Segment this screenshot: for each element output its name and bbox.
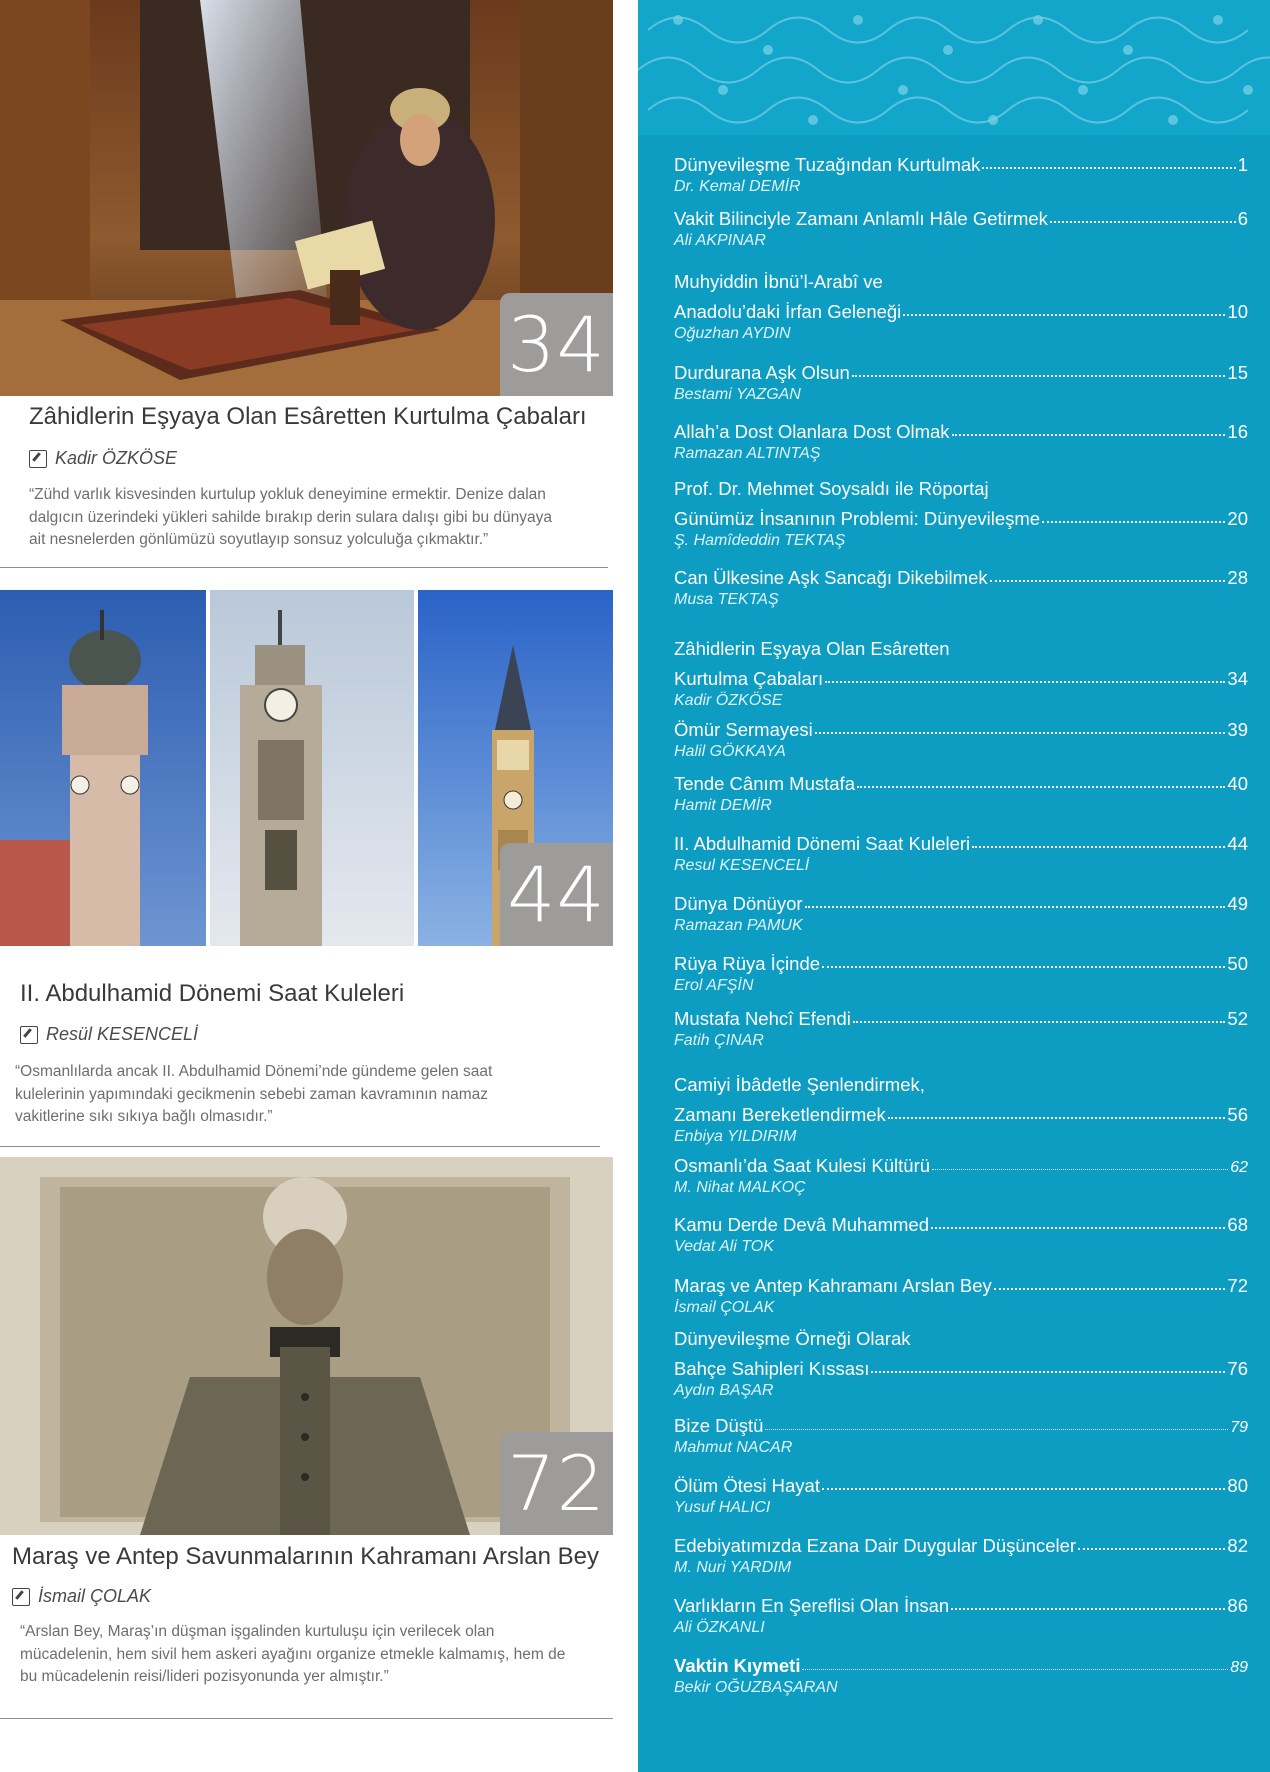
quote-line: vakitlerine sıkı sıkıya bağlı olmasıdır.”: [15, 1108, 273, 1125]
toc-author: Erol AFŞİN: [674, 977, 754, 994]
toc-page-number: 44: [1227, 833, 1248, 854]
toc-title: Dünya Dönüyor: [674, 893, 803, 914]
author-name: İsmail ÇOLAK: [38, 1586, 152, 1606]
toc-entry[interactable]: [674, 1587, 1248, 1639]
toc-page-number: 20: [1227, 508, 1248, 529]
pen-icon: [29, 450, 47, 468]
toc-title-line: [674, 765, 1248, 795]
toc-leader: [1078, 1548, 1225, 1550]
toc-page-number: 40: [1227, 773, 1248, 794]
toc-title-line: [674, 1407, 1248, 1437]
quote-line: “Zühd varlık kisvesinden kurtulup yokluk deneyimine ermektir. Denize dalan: [29, 486, 546, 503]
toc-page-number: 34: [1227, 668, 1248, 689]
toc-author: Aydın BAŞAR: [674, 1382, 774, 1399]
toc-entry[interactable]: [674, 711, 1248, 763]
toc-title-line: [674, 1467, 1248, 1497]
toc-author: Bestami YAZGAN: [674, 386, 801, 403]
toc-title: Bahçe Sahipleri Kıssası: [674, 1358, 870, 1379]
toc-author: Musa TEKTAŞ: [674, 591, 779, 608]
toc-author: Halil GÖKKAYA: [674, 743, 786, 760]
toc-entry[interactable]: [674, 146, 1248, 198]
toc-title: Kurtulma Çabaları: [674, 668, 824, 689]
page-number-badge: 34: [500, 293, 613, 396]
quote-line: mücadelenin, hem sivil hem askeri ayağını organize etmekle kalmamış, hem de: [20, 1645, 566, 1663]
toc-title-line: [674, 1066, 1248, 1096]
article-title: Maraş ve Antep Savunmalarının Kahramanı Arslan Bey: [12, 1543, 599, 1570]
toc-page-number: 39: [1227, 719, 1248, 740]
article-quote: [29, 484, 609, 552]
toc-leader: [932, 1169, 1228, 1170]
toc-title: Camiyi İbâdetle Şenlendirmek,: [674, 1074, 925, 1095]
article-author: [12, 1586, 151, 1607]
floral-pattern-icon: [638, 0, 1270, 135]
toc-page-number: 50: [1227, 953, 1248, 974]
toc-leader: [888, 1117, 1226, 1119]
toc-author: M. Nuri YARDIM: [674, 1559, 792, 1576]
toc-page-number: 52: [1227, 1008, 1248, 1029]
toc-entry[interactable]: [674, 263, 1248, 345]
table-of-contents: [638, 0, 1270, 1772]
toc-title: Günümüz İnsanının Problemi: Dünyevileşme: [674, 508, 1041, 529]
toc-entry[interactable]: [674, 413, 1248, 465]
page-number-badge: 72: [500, 1432, 613, 1535]
article-title: Zâhidlerin Eşyaya Olan Esâretten Kurtulma Çabaları: [29, 403, 587, 430]
toc-author: Dr. Kemal DEMİR: [674, 178, 801, 195]
toc-title: Varlıkların En Şereflisi Olan İnsan: [674, 1595, 950, 1616]
toc-author: Kadir ÖZKÖSE: [674, 692, 783, 709]
toc-title-line: [674, 630, 1248, 660]
quote-line: “Osmanlılarda ancak II. Abdulhamid Dönemi’nde gündeme gelen saat: [15, 1063, 493, 1080]
toc-leader: [805, 906, 1226, 908]
toc-leader: [903, 314, 1225, 316]
toc-leader: [815, 732, 1226, 734]
toc-page-number: 76: [1227, 1358, 1248, 1379]
toc-title-line: [674, 1000, 1248, 1030]
toc-author: Oğuzhan AYDIN: [674, 325, 791, 342]
toc-page-number: 28: [1227, 567, 1248, 588]
toc-title-line: [674, 146, 1248, 176]
toc-author: İsmail ÇOLAK: [674, 1299, 775, 1316]
toc-entry[interactable]: [674, 1066, 1248, 1148]
article-quote: [20, 1621, 615, 1689]
toc-page-number: 10: [1227, 301, 1248, 322]
toc-author: Hamit DEMİR: [674, 797, 772, 814]
toc-entry[interactable]: [674, 945, 1248, 997]
toc-entry[interactable]: [674, 1407, 1248, 1459]
toc-leader: [994, 1288, 1226, 1290]
toc-page-number: 72: [1227, 1275, 1248, 1296]
toc-entry[interactable]: [674, 1467, 1248, 1519]
toc-title: Dünyevileşme Tuzağından Kurtulmak: [674, 154, 981, 175]
toc-title-line: [674, 1350, 1248, 1380]
quote-line: dalgıcın üzerindeki yükleri sahilde bırakıp derin sulara dalışı gibi bu dünyaya: [29, 508, 552, 526]
toc-leader: [951, 1608, 1225, 1610]
article-quote: [15, 1061, 610, 1129]
toc-entry[interactable]: [674, 200, 1248, 252]
quote-line: “Arslan Bey, Maraş’ın düşman işgalinden kurtuluşu için verilecek olan: [20, 1623, 495, 1640]
toc-leader: [802, 1669, 1228, 1670]
toc-title: Bize Düştü: [674, 1415, 764, 1436]
toc-title-line: [674, 885, 1248, 915]
toc-entry[interactable]: [674, 1647, 1248, 1699]
toc-title: Can Ülkesine Aşk Sancağı Dikebilmek: [674, 567, 988, 588]
toc-entry[interactable]: [674, 1000, 1248, 1052]
toc-author: Resul KESENCELİ: [674, 857, 810, 874]
toc-entry[interactable]: [674, 354, 1248, 406]
author-name: Kadir ÖZKÖSE: [55, 448, 178, 468]
toc-author: Ramazan ALTINTAŞ: [674, 445, 821, 462]
toc-title-line: [674, 470, 1248, 500]
toc-title-line: [674, 500, 1248, 530]
toc-leader: [765, 1429, 1228, 1430]
toc-author: Enbiya YILDIRIM: [674, 1128, 797, 1145]
toc-page-number: 68: [1227, 1214, 1248, 1235]
quote-line: ait nesnelerden gönlümüzü soyutlayıp sonsuz yolculuğa çıkmaktır.”: [29, 531, 489, 548]
toc-title-line: [674, 660, 1248, 690]
toc-leader: [952, 434, 1226, 436]
toc-leader: [853, 1021, 1226, 1023]
toc-title: Muhyiddin İbnü’l-Arabî ve: [674, 271, 883, 292]
toc-title-line: [674, 413, 1248, 443]
toc-title: Dünyevileşme Örneği Olarak: [674, 1328, 911, 1349]
toc-title-line: [674, 1147, 1248, 1177]
toc-leader: [1050, 221, 1236, 223]
toc-title: Maraş ve Antep Kahramanı Arslan Bey: [674, 1275, 992, 1296]
toc-title-line: [674, 1096, 1248, 1126]
toc-entry[interactable]: [674, 1267, 1248, 1319]
pen-icon: [20, 1026, 38, 1044]
toc-page-number: 79: [1230, 1419, 1248, 1436]
toc-entry[interactable]: [674, 630, 1248, 712]
toc-author: M. Nihat MALKOÇ: [674, 1179, 806, 1196]
toc-entry[interactable]: [674, 559, 1248, 611]
toc-title-line: [674, 1206, 1248, 1236]
toc-title: Ölüm Ötesi Hayat: [674, 1475, 820, 1496]
toc-title-line: [674, 825, 1248, 855]
toc-page-number: 80: [1227, 1475, 1248, 1496]
toc-leader: [931, 1227, 1225, 1229]
toc-author: Vedat Ali TOK: [674, 1238, 774, 1255]
toc-title-line: [674, 559, 1248, 589]
toc-title: II. Abdulhamid Dönemi Saat Kuleleri: [674, 833, 971, 854]
toc-title: Prof. Dr. Mehmet Soysaldı ile Röportaj: [674, 478, 989, 499]
divider: [0, 1718, 613, 1719]
article-title: II. Abdulhamid Dönemi Saat Kuleleri: [20, 980, 405, 1007]
toc-author: Ali ÖZKANLI: [674, 1619, 765, 1636]
toc-title-line: [674, 263, 1248, 293]
toc-entry[interactable]: [674, 765, 1248, 817]
toc-title-line: [674, 1320, 1248, 1350]
toc-entry[interactable]: [674, 1320, 1248, 1402]
divider: [0, 567, 608, 568]
toc-title: Osmanlı’da Saat Kulesi Kültürü: [674, 1155, 931, 1176]
toc-page-number: 1: [1237, 154, 1248, 175]
quote-line: kulelerinin yapımındaki gecikmenin sebebi zaman kavramının namaz: [15, 1085, 488, 1103]
toc-title-line: [674, 1647, 1248, 1677]
toc-page-number: 82: [1227, 1535, 1248, 1556]
toc-leader: [1042, 521, 1225, 523]
toc-page-number: 49: [1227, 893, 1248, 914]
toc-author: Fatih ÇINAR: [674, 1032, 764, 1049]
toc-title: Kamu Derde Devâ Muhammed: [674, 1214, 929, 1235]
toc-title: Vakit Bilinciyle Zamanı Anlamlı Hâle Getirmek: [674, 208, 1048, 229]
toc-title-line: [674, 1587, 1248, 1617]
toc-page-number: 15: [1227, 362, 1248, 383]
toc-author: Yusuf HALICI: [674, 1499, 771, 1516]
toc-title-line: [674, 711, 1248, 741]
quote-line: bu mücadelenin reisi/lideri pozisyonunda yer almıştır.”: [20, 1668, 389, 1685]
toc-title: Vaktin Kıymeti: [674, 1655, 801, 1676]
toc-leader: [990, 580, 1226, 582]
toc-page-number: 89: [1230, 1659, 1248, 1676]
toc-title: Allah’a Dost Olanlara Dost Olmak: [674, 421, 950, 442]
toc-entry[interactable]: [674, 1206, 1248, 1258]
toc-title-line: [674, 1267, 1248, 1297]
toc-title: Mustafa Nehcî Efendi: [674, 1008, 851, 1029]
toc-leader: [822, 1488, 1225, 1490]
toc-leader: [982, 167, 1235, 169]
toc-page-number: 16: [1227, 421, 1248, 442]
toc-author: Ş. Hamîdeddin TEKTAŞ: [674, 532, 846, 549]
toc-entry[interactable]: [674, 1147, 1248, 1199]
toc-author: Bekir OĞUZBAŞARAN: [674, 1679, 838, 1696]
article-author: [29, 448, 177, 469]
toc-author: Ramazan PAMUK: [674, 917, 803, 934]
page-number-badge: 44: [500, 843, 613, 946]
toc-title-line: [674, 200, 1248, 230]
toc-title-line: [674, 293, 1248, 323]
toc-title: Ömür Sermayesi: [674, 719, 813, 740]
divider: [0, 1146, 600, 1147]
toc-title-line: [674, 354, 1248, 384]
toc-leader: [972, 846, 1225, 848]
toc-leader: [825, 681, 1225, 683]
toc-entry[interactable]: [674, 470, 1248, 552]
toc-entry[interactable]: [674, 1527, 1248, 1579]
toc-leader: [871, 1371, 1225, 1373]
toc-title: Durdurana Aşk Olsun: [674, 362, 850, 383]
toc-title-line: [674, 1527, 1248, 1557]
author-name: Resül KESENCELİ: [46, 1024, 199, 1044]
toc-page-number: 86: [1227, 1595, 1248, 1616]
toc-title: Tende Cânım Mustafa: [674, 773, 855, 794]
toc-title: Rüya Rüya İçinde: [674, 953, 821, 974]
toc-title: Edebiyatımızda Ezana Dair Duygular Düşünceler: [674, 1535, 1077, 1556]
toc-title: Zâhidlerin Eşyaya Olan Esâretten: [674, 638, 950, 659]
toc-author: Ali AKPINAR: [674, 232, 766, 249]
toc-leader: [857, 786, 1225, 788]
toc-page-number: 56: [1227, 1104, 1248, 1125]
toc-entry[interactable]: [674, 885, 1248, 937]
article-author: [20, 1024, 198, 1045]
toc-title: Zamanı Bereketlendirmek: [674, 1104, 886, 1125]
toc-title: Anadolu’daki İrfan Geleneği: [674, 301, 902, 322]
toc-title-line: [674, 945, 1248, 975]
toc-leader: [852, 375, 1226, 377]
toc-page-number: 62: [1230, 1159, 1248, 1176]
pen-icon: [12, 1588, 30, 1606]
toc-page-number: 6: [1237, 208, 1248, 229]
toc-author: Mahmut NACAR: [674, 1439, 793, 1456]
toc-entry[interactable]: [674, 825, 1248, 877]
toc-leader: [822, 966, 1225, 968]
